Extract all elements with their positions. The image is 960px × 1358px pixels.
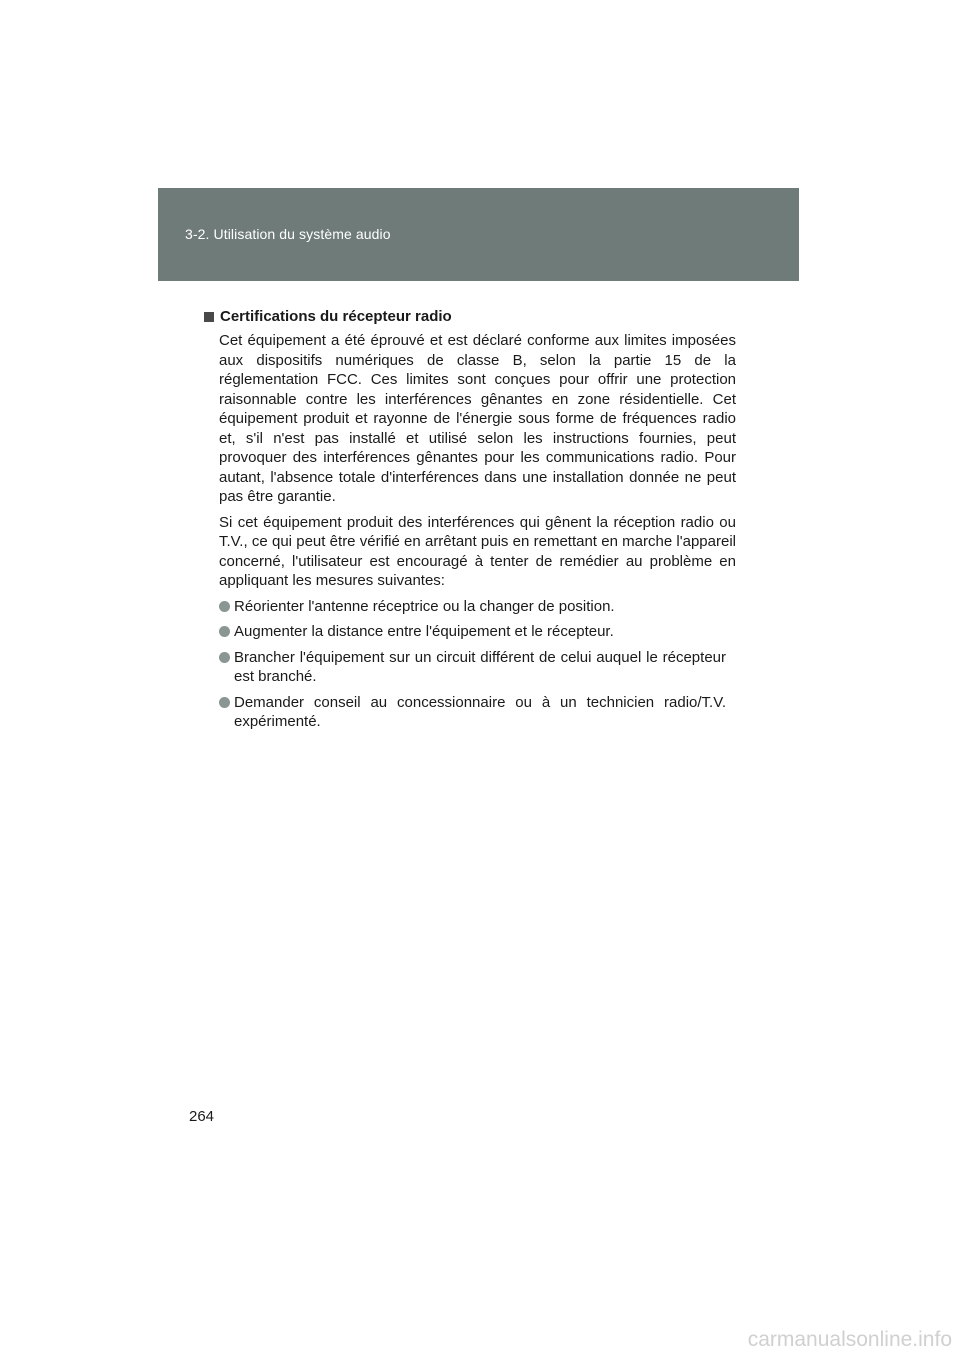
page-number: 264 — [189, 1108, 215, 1125]
round-bullet-icon — [219, 601, 230, 612]
list-item-text: Brancher l'équipement sur un circuit différent de celui auquel le récepteur est branché. — [234, 648, 726, 685]
list-item-text: Augmenter la distance entre l'équipement et le récepteur. — [234, 623, 614, 640]
round-bullet-icon — [219, 652, 230, 663]
square-bullet-icon — [204, 312, 214, 322]
header-band — [158, 188, 799, 281]
page-content — [204, 306, 736, 738]
paragraph-interference: Si cet équipement produit des interférences qui gênent la réception radio ou T.V., ce qui peut être vérifié en arrêtant puis en remettant en marche l'appareil concerné, l'utilisateur est encouragé à tenter de remédier au problème en appliquant les mesures suivantes: — [219, 513, 736, 589]
round-bullet-icon — [219, 626, 230, 637]
paragraph-certification: Cet équipement a été éprouvé et est déclaré conforme aux limites imposées aux dispositifs numériques de classe B, selon la partie 15 de la réglementation FCC. Ces limites sont conçues pour offrir une protection raisonnable contre les interférences gênantes en zone résidentielle. Cet équipement produit et rayonne de l'énergie sous forme de fréquences radio et, s'il n'est pas installé et utilisé selon les instructions fournies, peut provoquer des interférences gênantes pour les communications radio. Pour autant, l'absence totale d'interférences dans une installation donnée ne peut pas être garantie. — [219, 332, 736, 505]
list-item — [204, 693, 736, 732]
watermark: carmanualsonline.info — [747, 1328, 952, 1351]
section-heading-text: Certifications du récepteur radio — [220, 308, 452, 325]
measures-list — [204, 597, 736, 732]
list-item — [204, 622, 736, 642]
list-item — [204, 648, 736, 687]
section-heading — [204, 306, 736, 328]
list-item-text: Réorienter l'antenne réceptrice ou la changer de position. — [234, 597, 615, 615]
list-item-text: Demander conseil au concessionnaire ou à un technicien radio/T.V. expérimenté. — [234, 693, 726, 730]
round-bullet-icon — [219, 697, 230, 708]
list-item — [204, 597, 736, 617]
section-title: 3-2. Utilisation du système audio — [185, 226, 391, 242]
